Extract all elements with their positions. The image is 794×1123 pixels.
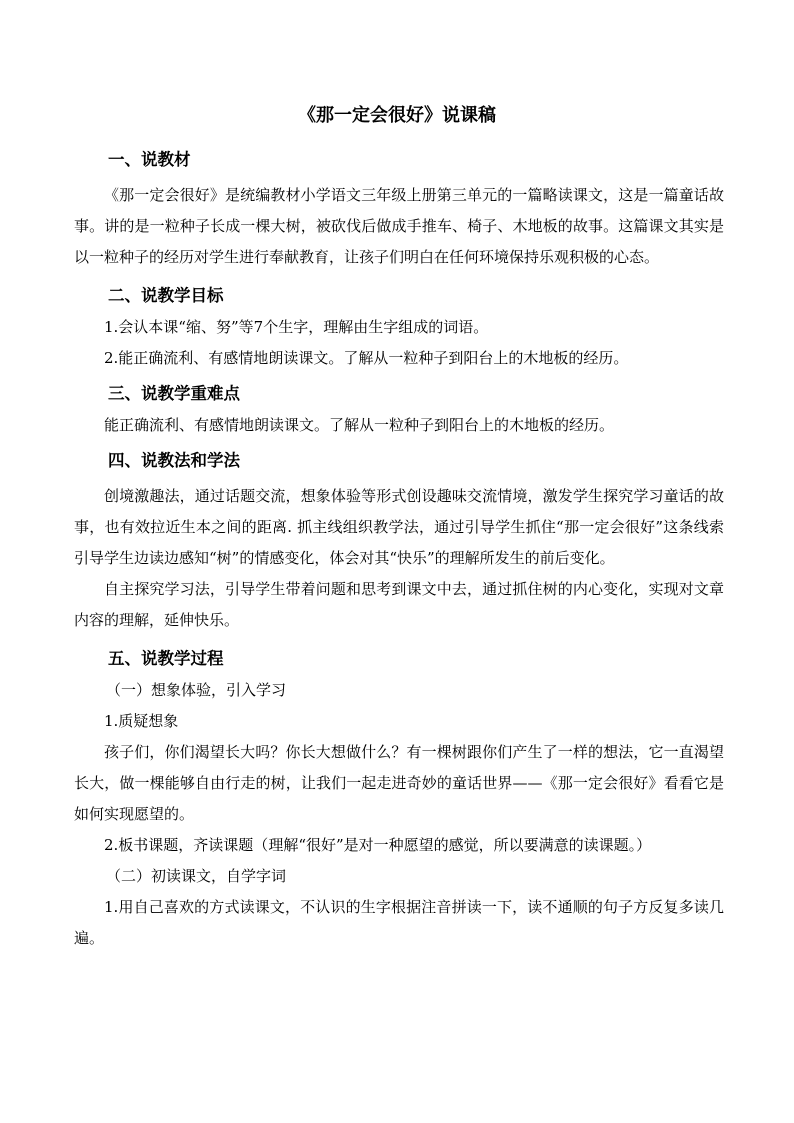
section-heading-process: 五、说教学过程 [108,649,224,668]
section-heading-teaching-goals: 二、说教学目标 [108,286,224,305]
subheading-process-1: （一）想象体验，引入学习 [106,681,287,699]
paragraph-teaching-material: 《那一定会很好》是统编教材小学语文三年级上册第三单元的一篇略读课文，这是一篇童话故事。讲的是一粒种子长成一棵大树，被砍伐后做成手推车、椅子、木地板的故事。这篇课文其实是以一粒种子的经历对学生进行奉献教育，让孩子们明白在任何环境保持乐观积极的心态。 [74,186,724,266]
list-item-process-2: 2.板书课题，齐读课题（理解“很好”是对一种愿望的感觉，所以要满意的读课题。） [104,836,652,854]
section-heading-key-points: 三、说教学重难点 [108,384,240,403]
paragraph-methods-1: 创境激趣法，通过话题交流，想象体验等形式创设趣味交流情境，激发学生探究学习童话的故事，也有效拉近生本之间的距离. 抓主线组织教学法，通过引导学生抓住“那一定会很好”这条线索引导学生边读边感知“树”的情感变化，体会对其“快乐”的理解所发生的前后变化。 [74,487,724,567]
list-item-process-1: 1.质疑想象 [104,712,179,730]
list-item-goal-1: 1.会认本课“缩、努”等7个生字，理解由生字组成的词语。 [104,318,489,336]
paragraph-process-2: 1.用自己喜欢的方式读课文，不认识的生字根据注音拼读一下，读不通顺的句子方反复多读几遍。 [74,898,724,947]
section-heading-methods: 四、说教法和学法 [108,451,240,470]
document-body [74,144,724,954]
document-title: 《那一定会很好》说课稿 [298,105,496,126]
paragraph-methods-2: 自主探究学习法，引导学生带着问题和思考到课文中去，通过抓住树的内心变化，实现对文章内容的理解，延伸快乐。 [74,580,724,629]
subheading-process-2: （二）初读课文，自学字词 [106,867,287,885]
list-item-goal-2: 2.能正确流利、有感情地朗读课文。了解从一粒种子到阳台上的木地板的经历。 [104,349,629,367]
paragraph-key-points: 能正确流利、有感情地朗读课文。了解从一粒种子到阳台上的木地板的经历。 [104,416,615,434]
paragraph-process-1: 孩子们，你们渴望长大吗？你长大想做什么？有一棵树跟你们产生了一样的想法，它一直渴望长大，做一棵能够自由行走的树，让我们一起走进奇妙的童话世界——《那一定会很好》看看它是如何实现愿望的。 [74,743,724,823]
section-heading-teaching-material: 一、说教材 [108,150,191,169]
